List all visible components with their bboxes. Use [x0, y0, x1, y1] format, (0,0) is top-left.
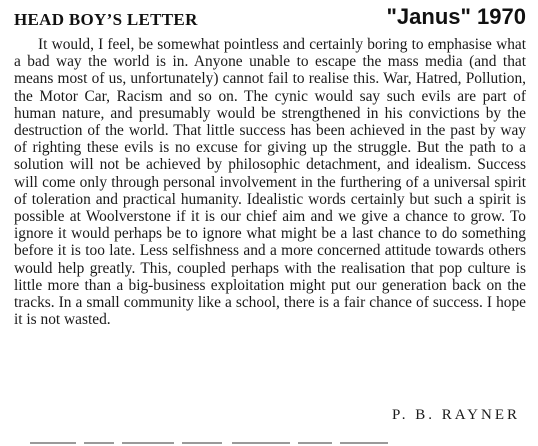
letter-signature: P. B. RAYNER [392, 407, 520, 423]
letter-heading: HEAD BOY’S LETTER [14, 10, 198, 29]
letter-body: It would, I feel, be somewhat pointless and certainly boring to emphasise what a bad way the world is in. Anyone unable to escape the mass media (and that means most of us, unfortunately) cannot fail to realise this. War, Hatred, Pollution, the Motor Car, Racism and so on. The cynic would say such evils are part of human nature, and presumably would be strengthened in his convictions by the destruction of the world. That little success has been achieved in the past by way of righting these evils is no excuse for giving up the struggle. But the path to a solution will not be achieved by philosophic detachment, and idealism. Success will come only through personal involvement in the furthering of a universal spirit of toleration and practical humanity. Idealistic words certainly but such a spirit is possible at Woolverstone if it is our chief aim and we give a chance to grow. To ignore it would perhaps be to ignore what might be a last chance to do something before it is too late. Less selfishness and a more concerned attitude towards others would help greatly. This, coupled perhaps with the realisation that pop culture is little more than a big-business exploitation might put our generation back on the tracks. In a small community like a school, there is a fair chance of success. I hope it is not wasted. [14, 36, 526, 329]
source-tag: "Janus" 1970 [386, 4, 526, 29]
cropped-next-page-edge [0, 440, 538, 446]
